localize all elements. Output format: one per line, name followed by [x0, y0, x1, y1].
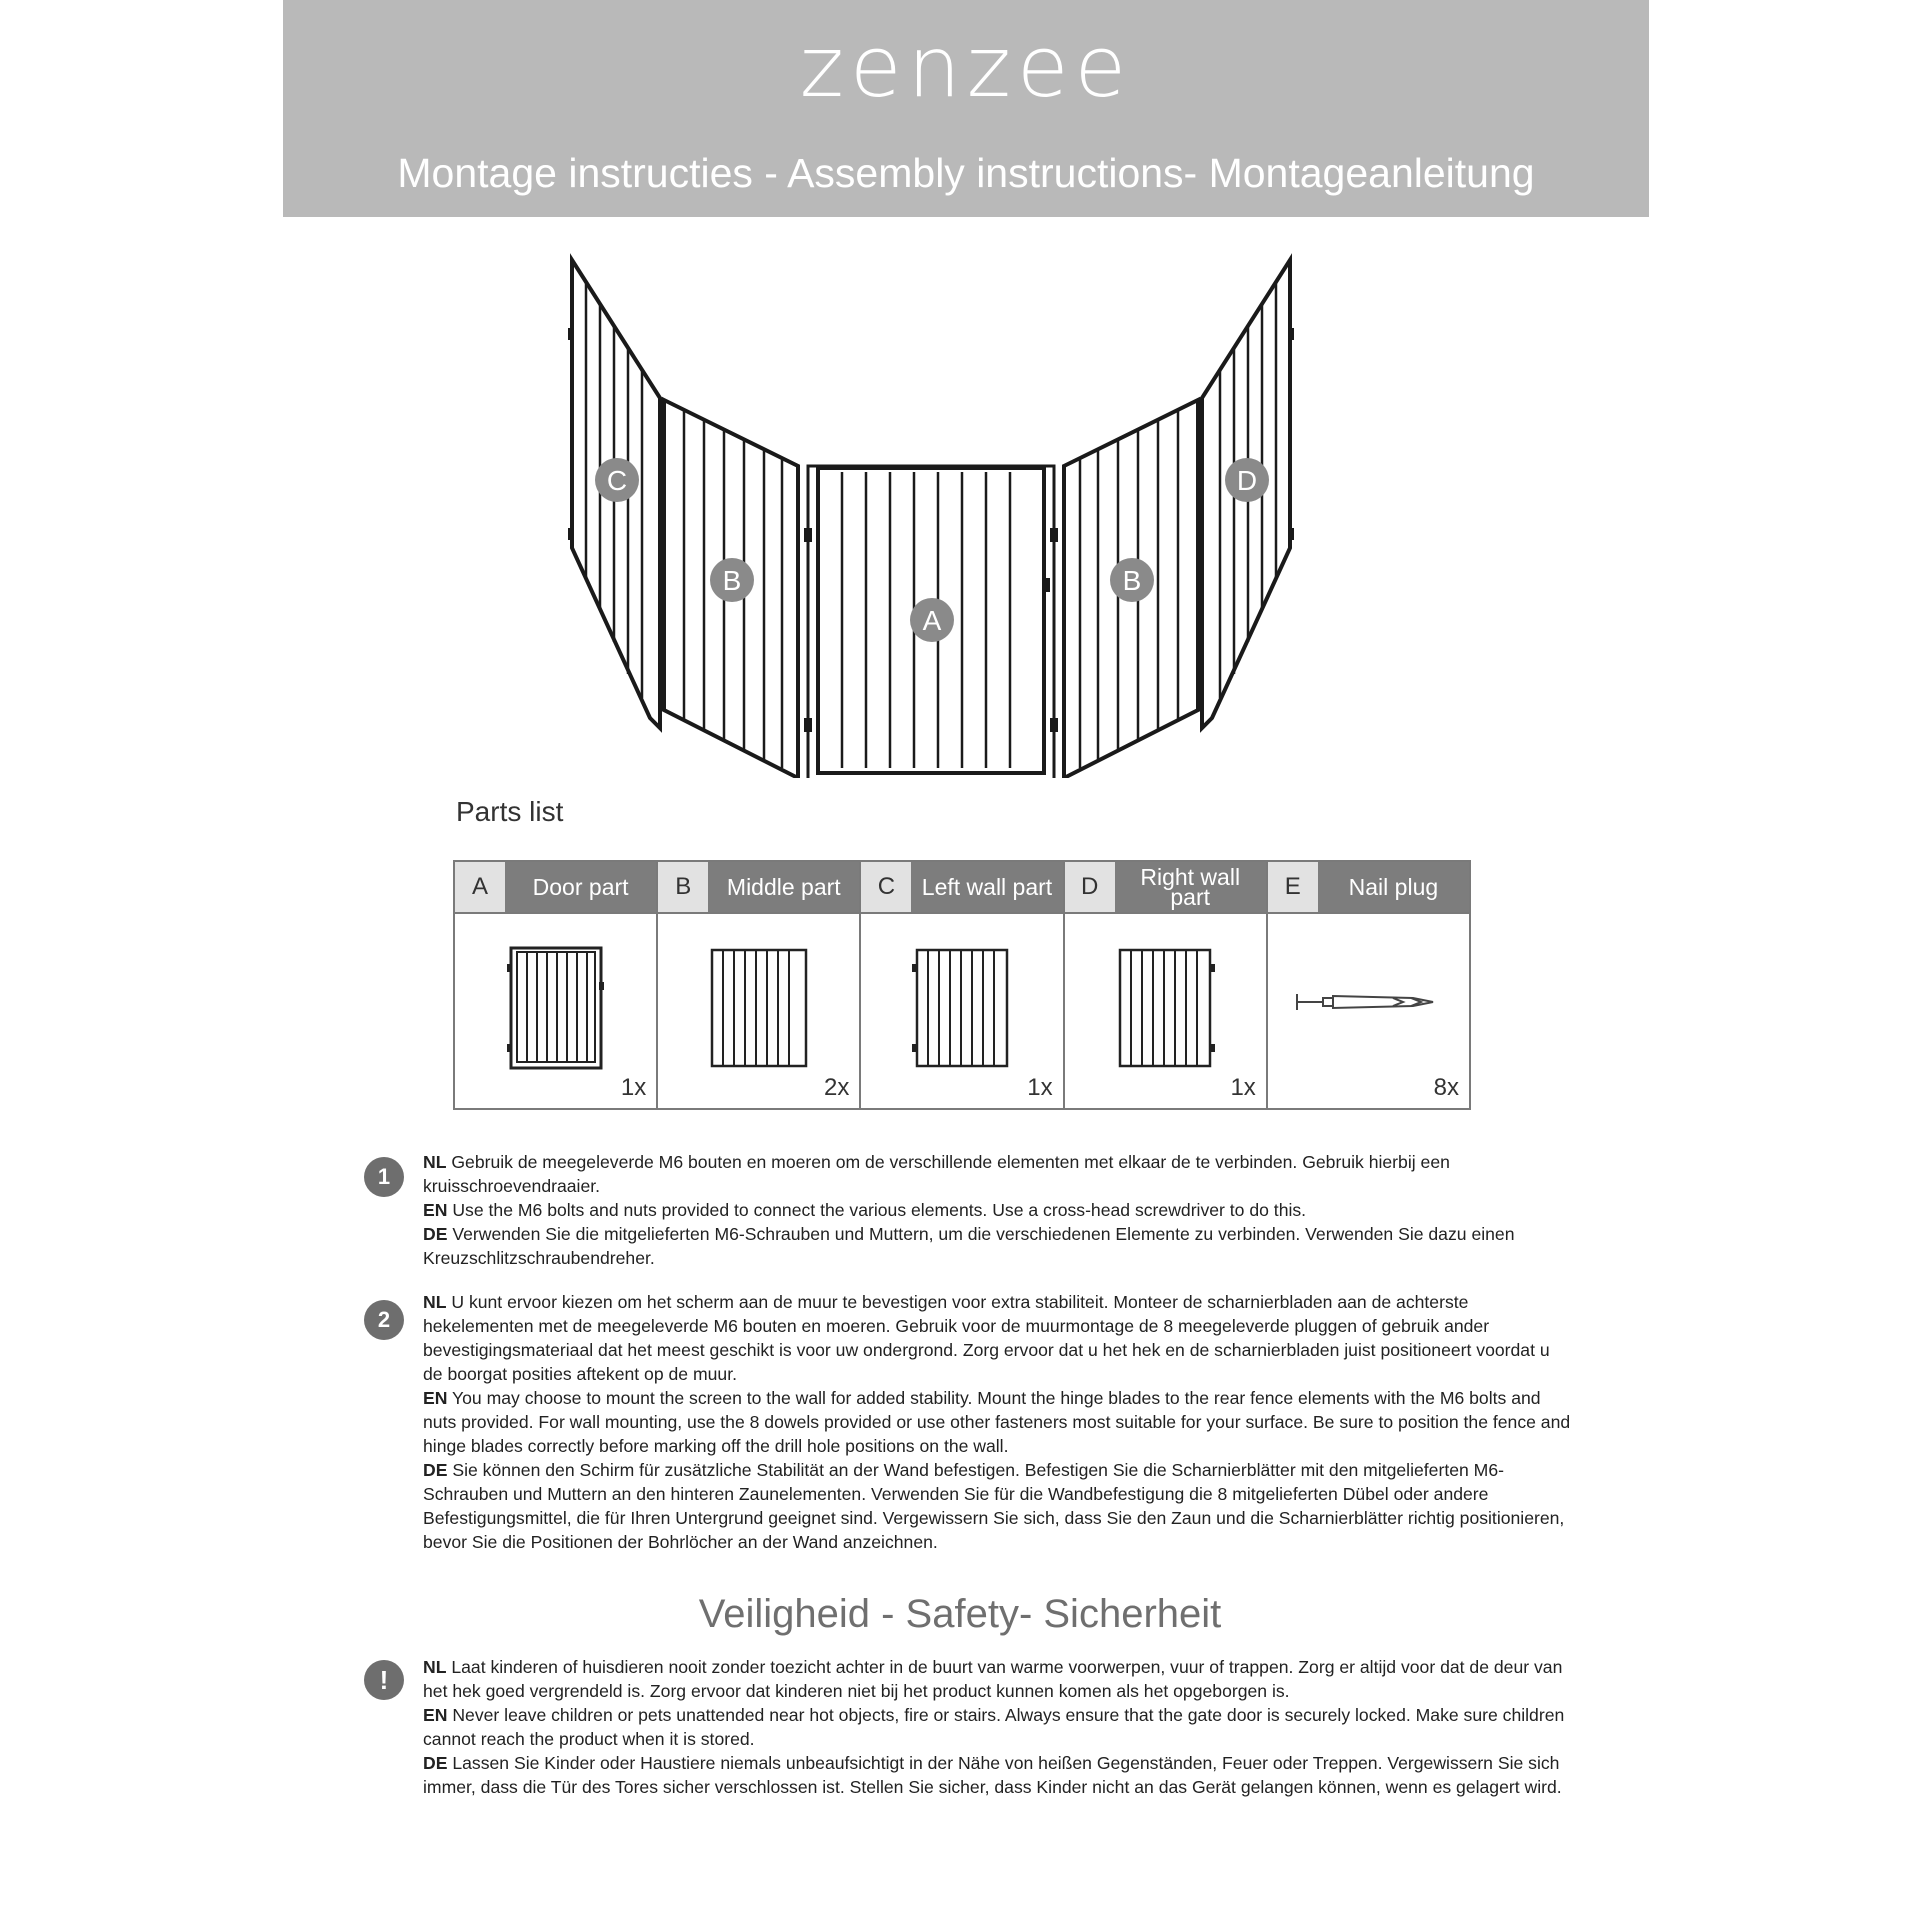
- part-name: Door part: [505, 862, 656, 912]
- brand-logo: zenzee: [799, 18, 1133, 116]
- right-wall-part-icon: [1065, 944, 1266, 1079]
- lang-code: EN: [423, 1200, 448, 1220]
- part-quantity: 1x: [1230, 1074, 1256, 1101]
- label-b-right-text: B: [1122, 565, 1142, 596]
- part-quantity: 8x: [1433, 1074, 1460, 1101]
- part-name: Right wall part: [1115, 862, 1266, 912]
- lang-code: EN: [423, 1705, 448, 1725]
- lang-code: NL: [423, 1657, 447, 1677]
- part-letter: C: [861, 862, 911, 912]
- safety-de: Lassen Sie Kinder oder Haustiere niemals unbeaufsichtigt in der Nähe von heißen Gegenständen, Feuer oder Treppen. Vergewissern Sie sich immer, dass die Tür des Tores sicher verschlossen ist. Stellen Sie sicher, dass Kinder nicht an das Gerät gelangen können, wenn es gelagert wird.: [423, 1753, 1562, 1797]
- label-d-text: D: [1236, 465, 1258, 496]
- label-a-text: A: [922, 605, 942, 636]
- safety-en: Never leave children or pets unattended near hot objects, fire or stairs. Always ensure that the gate door is securely locked. Make sure children cannot reach the product when it is stored.: [423, 1705, 1565, 1749]
- nail-plug-icon: [1268, 944, 1469, 1079]
- lang-code: DE: [423, 1224, 448, 1244]
- step-2-icon: 2: [364, 1300, 404, 1340]
- step-1-nl: Gebruik de meegeleverde M6 bouten en moeren om de verschillende elementen met elkaar de te verbinden. Gebruik hierbij een kruisschroevendraaier.: [423, 1152, 1450, 1196]
- lang-code: DE: [423, 1460, 448, 1480]
- page-title: Montage instructies - Assembly instructions- Montageanleitung: [397, 150, 1535, 196]
- step-2-text: [423, 1290, 1573, 1554]
- part-letter: A: [455, 862, 505, 912]
- step-2-de: Sie können den Schirm für zusätzliche Stabilität an der Wand befestigen. Befestigen Sie die Scharnierblätter mit den mitgelieferten M6-Schrauben und Muttern an den hinteren Zaunelementen. Verwenden Sie für die Wandbefestigung die 8 mitgelieferten Dübel oder andere Befestigungsmittel, die für Ihren Untergrund geeignet sind. Vergewissern Sie sich, dass Sie den Zaun und die Scharnierblätter richtig positionieren, bevor Sie die Positionen der Bohrlöcher an der Wand anzeichnen.: [423, 1460, 1565, 1552]
- lang-code: NL: [423, 1152, 447, 1172]
- lang-code: NL: [423, 1292, 447, 1312]
- header-banner: [283, 0, 1649, 217]
- fence-diagram: [560, 248, 1300, 778]
- safety-nl: Laat kinderen of huisdieren nooit zonder toezicht achter in de buurt van warme voorwerpen, vuur of trappen. Zorg er altijd voor dat de deur van het hek goed vergrendeld is. Zorg ervoor dat kinderen niet bij het product kunnen komen als het opgeborgen is.: [423, 1657, 1563, 1701]
- part-name: Left wall part: [911, 862, 1062, 912]
- step-1-text: [423, 1150, 1573, 1270]
- lang-code: DE: [423, 1753, 448, 1773]
- part-letter: B: [658, 862, 708, 912]
- safety-title: Veiligheid - Safety- Sicherheit: [698, 1592, 1222, 1636]
- part-name: Nail plug: [1318, 862, 1469, 912]
- parts-table: [453, 860, 1471, 1110]
- step-1-icon: 1: [364, 1157, 404, 1197]
- part-c-cell: [861, 862, 1064, 1108]
- step-2-nl: U kunt ervoor kiezen om het scherm aan de muur te bevestigen voor extra stabiliteit. Monteer de scharnierbladen aan de achterste hekelementen met de meegeleverde M6 bouten en moeren. Gebruik voor de muurmontage de 8 meegeleverde pluggen of gebruik ander bevestigingsmateriaal dat het meest geschikt is voor uw ondergrond. Zorg ervoor dat u het hek en de scharnierbladen juist positioneert voordat u de boorgat posities aftekent op de muur.: [423, 1292, 1550, 1384]
- left-wall-part-icon: [861, 944, 1062, 1079]
- safety-text: [423, 1655, 1573, 1799]
- part-quantity: 1x: [620, 1074, 647, 1101]
- step-2-en: You may choose to mount the screen to the wall for added stability. Mount the hinge blades to the rear fence elements with the M6 bolts and nuts provided. For wall mounting, use the 8 dowels provided or use other fasteners most suitable for your surface. Be sure to position the fence and hinge blades correctly before marking off the drill hole positions on the wall.: [423, 1388, 1571, 1456]
- lang-code: EN: [423, 1388, 448, 1408]
- part-e-cell: [1268, 862, 1469, 1108]
- step-1-de: Verwenden Sie die mitgelieferten M6-Schrauben und Muttern, um die verschiedenen Elemente zu verbinden. Verwenden Sie dazu einen Kreuzschlitzschraubendreher.: [423, 1224, 1515, 1268]
- warning-icon: !: [364, 1660, 404, 1700]
- part-quantity: 1x: [1027, 1074, 1053, 1101]
- part-d-cell: [1065, 862, 1268, 1108]
- part-a-cell: [455, 862, 658, 1108]
- part-letter: E: [1268, 862, 1318, 912]
- part-letter: D: [1065, 862, 1115, 912]
- parts-list-title: Parts list: [456, 796, 564, 827]
- middle-part-icon: [658, 944, 859, 1079]
- part-b-cell: [658, 862, 861, 1108]
- label-c-text: C: [606, 465, 628, 496]
- label-b-left-text: B: [722, 565, 742, 596]
- part-name: Middle part: [708, 862, 859, 912]
- part-quantity: 2x: [824, 1074, 850, 1101]
- step-1-en: Use the M6 bolts and nuts provided to connect the various elements. Use a cross-head screwdriver to do this.: [452, 1200, 1307, 1220]
- door-part-icon: [455, 944, 656, 1079]
